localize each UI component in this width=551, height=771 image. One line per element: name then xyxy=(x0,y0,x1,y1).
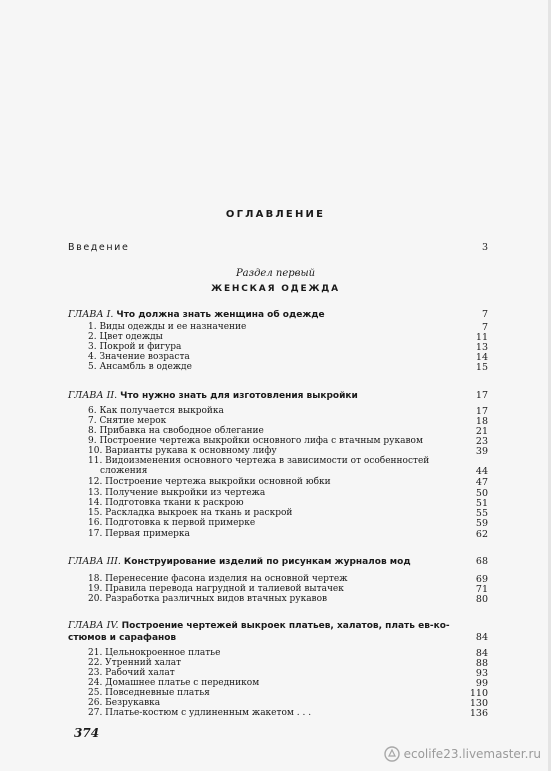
toc-entry-page: 44 xyxy=(475,466,488,477)
toc-entry: 26. Безрукавка xyxy=(88,698,161,708)
chapter-3-page: 68 xyxy=(475,556,488,567)
toc-entry-page: 88 xyxy=(475,658,488,669)
toc-entry-page: 14 xyxy=(475,352,488,363)
toc-entry: 15. Раскладка выкроек на ткань и раскрой xyxy=(88,508,293,518)
toc-entry: 5. Ансамбль в одежде xyxy=(88,362,192,372)
toc-entry: 20. Разработка различных видов втачных рукавов xyxy=(88,594,328,604)
toc-entry-page: 136 xyxy=(469,708,488,719)
toc-entry-page: 69 xyxy=(475,574,488,585)
toc-entry: 27. Платье-костюм с удлиненным жакетом . . . xyxy=(88,708,312,718)
toc-entry-page: 18 xyxy=(475,416,488,427)
toc-entry-page: 21 xyxy=(475,426,488,437)
chapter-title: Конструирование изделий по рисункам журналов мод xyxy=(123,557,411,567)
toc-entry-page: 39 xyxy=(475,446,488,457)
toc-entry-page: 23 xyxy=(475,436,488,447)
toc-entry: 18. Перенесение фасона изделия на основной чертеж xyxy=(88,574,348,584)
toc-entry: 7. Снятие мерок xyxy=(88,416,167,426)
toc-entry: 14. Подготовка ткани к раскрою xyxy=(88,498,244,508)
chapter-2-heading xyxy=(68,390,358,402)
page-number: 374 xyxy=(74,726,100,740)
toc-entry: 21. Цельнокроенное платье xyxy=(88,648,221,658)
watermark xyxy=(384,746,541,762)
toc-entry-page: 93 xyxy=(475,668,488,679)
chapter-1-page: 7 xyxy=(481,309,488,320)
chapter-title: Что должна знать женщина об одежде xyxy=(116,310,325,320)
toc-entry: 12. Построение чертежа выкройки основной юбки xyxy=(88,477,331,487)
toc-entry-page: 55 xyxy=(475,508,488,519)
chapter-title-continuation: стюмов и сарафанов xyxy=(68,633,177,643)
chapter-label: ГЛАВА II. xyxy=(68,390,118,401)
section-subtitle: ЖЕНСКАЯ ОДЕЖДА xyxy=(211,284,340,294)
toc-entry: 22. Утренний халат xyxy=(88,658,182,668)
toc-entry-continuation: сложения xyxy=(100,466,148,476)
toc-entry-page: 84 xyxy=(475,648,488,659)
toc-entry-page: 13 xyxy=(475,342,488,353)
toc-entry-page: 80 xyxy=(475,594,488,605)
chapter-title: Построение чертежей выкроек платьев, халатов, плать ев-ко- xyxy=(121,621,450,631)
watermark-text: ecolife23.livemaster.ru xyxy=(403,747,541,761)
toc-entry: 23. Рабочий халат xyxy=(88,668,175,678)
chapter-1-heading xyxy=(68,309,325,321)
toc-entry: 8. Прибавка на свободное облегание xyxy=(88,426,264,436)
chapter-4-heading-continuation xyxy=(68,632,176,644)
toc-entry-page: 110 xyxy=(469,688,488,699)
toc-entry: 25. Повседневные платья xyxy=(88,688,210,698)
toc-entry: 9. Построение чертежа выкройки основного лифа с втачным рукавом xyxy=(88,436,423,446)
chapter-4-heading xyxy=(68,620,450,632)
chapter-label: ГЛАВА I. xyxy=(68,309,114,320)
toc-entry: 17. Первая примерка xyxy=(88,529,190,539)
toc-entry-page: 47 xyxy=(475,477,488,488)
chapter-2-page: 17 xyxy=(475,390,488,401)
toc-entry: 13. Получение выкройки из чертежа xyxy=(88,488,266,498)
toc-entry: 1. Виды одежды и ее назначение xyxy=(88,322,247,332)
toc-entry: 4. Значение возраста xyxy=(88,352,190,362)
toc-entry-page: 99 xyxy=(475,678,488,689)
livemaster-logo-icon xyxy=(384,746,400,762)
toc-entry: 6. Как получается выкройка xyxy=(88,406,224,416)
toc-entry: 3. Покрой и фигура xyxy=(88,342,182,352)
chapter-label: ГЛАВА IV. xyxy=(68,620,119,631)
toc-entry-page: 71 xyxy=(475,584,488,595)
chapter-label: ГЛАВА III. xyxy=(68,556,121,567)
toc-entry-page: 62 xyxy=(475,529,488,540)
toc-entry-page: 51 xyxy=(475,498,488,509)
toc-entry-page: 59 xyxy=(475,518,488,529)
chapter-4-page: 84 xyxy=(475,632,488,643)
toc-entry: 11. Видоизменения основного чертежа в зависимости от особенностей xyxy=(88,456,430,466)
toc-entry-page: 17 xyxy=(475,406,488,417)
toc-entry-page: 11 xyxy=(475,332,488,343)
toc-entry-page: 130 xyxy=(469,698,488,709)
toc-entry: 16. Подготовка к первой примерке xyxy=(88,518,256,528)
toc-entry: 10. Варианты рукава к основному лифу xyxy=(88,446,277,456)
section-title: Раздел первый xyxy=(235,268,316,279)
toc-entry-page: 50 xyxy=(475,488,488,499)
toc-entry: 19. Правила перевода нагрудной и талиевой вытачек xyxy=(88,584,344,594)
chapter-title: Что нужно знать для изготовления выкройки xyxy=(120,391,358,401)
toc-entry: 2. Цвет одежды xyxy=(88,332,163,342)
chapter-3-heading xyxy=(68,556,411,568)
toc-entry-page: 7 xyxy=(481,322,488,333)
toc-entry: 24. Домашнее платье с передником xyxy=(88,678,260,688)
toc-heading: ОГЛАВЛЕНИЕ xyxy=(225,209,326,220)
toc-entry-page: 15 xyxy=(475,362,488,373)
intro-label: Введение xyxy=(68,242,130,253)
intro-page: 3 xyxy=(481,242,488,253)
